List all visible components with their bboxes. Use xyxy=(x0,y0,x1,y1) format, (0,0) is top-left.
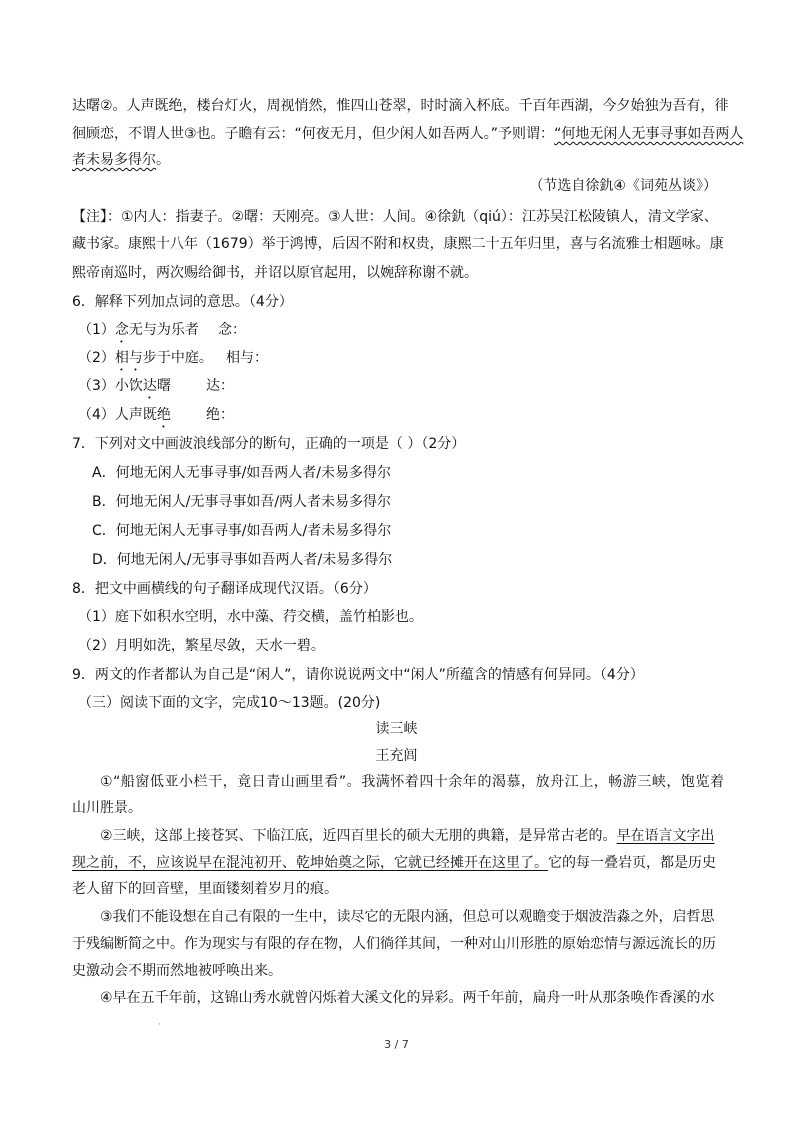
para-3-line-1: ③我们不能设想在自己有限的一生中，读尽它的无限内涵，但总可以观瞻变于烟波浩淼之外，启哲思 xyxy=(100,909,715,925)
underlined-text: 现之前，不，应该说早在混沌初开、乾坤始奠之际，它就已经摊开在这里了。 xyxy=(72,855,548,871)
dotted-word: 绝 xyxy=(156,407,171,423)
notes-line-3: 熙帝南巡时，两次赐给御书，并诏以原官起用，以婉辞称谢不就。 xyxy=(72,265,478,281)
para-2-line-3: 老人留下的回音壁，里面镂刻着岁月的痕。 xyxy=(72,881,338,897)
item-prefix: （3）小饮 xyxy=(78,378,143,394)
passage-text: 达曙②。人声既绝，楼台灯火，周视悄然，惟四山苍翠，时时滴入杯底。千百年西湖，今夕始独为吾有，徘 xyxy=(72,98,729,114)
para-text: ②三峡，这部上接苍冥、下临江底，近四百里长的硕大无朋的典籍，是异常古老的。 xyxy=(100,828,617,844)
underlined-text: 早在语言文字出 xyxy=(616,828,715,844)
para-1-line-1: ①“船窗低亚小栏干，竟日青山画里看”。我满怀着四十余年的渴慕，放舟江上，畅游三峡，饱览着 xyxy=(100,774,724,790)
page-number: 3 / 7 xyxy=(384,1038,409,1051)
para-text: 它的每一叠岩页，都是历史 xyxy=(548,855,716,871)
wavy-underlined-text: 者未易多得尔 xyxy=(72,152,156,168)
passage-source: （节选自徐釚④《词苑丛谈》） xyxy=(529,178,717,194)
q8-item-1: （1）庭下如积水空明，水中藻、荇交横，盖竹柏影也。 xyxy=(78,609,423,625)
answer-label: 绝： xyxy=(206,407,234,423)
stray-mark: · xyxy=(158,1020,161,1030)
q8-stem: 8．把文中画横线的句子翻译成现代汉语。（6分） xyxy=(72,581,377,597)
answer-label: 相与： xyxy=(226,350,268,366)
dotted-word: 达 xyxy=(142,378,157,394)
item-text: 步于中庭。 xyxy=(142,350,213,366)
q6-item-3 xyxy=(78,376,730,402)
wavy-underlined-text: “何地无闲人无事寻事如吾两人 xyxy=(554,126,744,142)
item-prefix: （4）人声既 xyxy=(78,407,157,423)
answer-label: 达： xyxy=(206,378,234,394)
q6-item-1 xyxy=(78,320,730,346)
dotted-word: 念 xyxy=(114,322,129,338)
q7-option-a: A．何地无闲人无事寻事/如吾两人者/未易多得尔 xyxy=(92,465,392,481)
para-1-line-2: 山川胜景。 xyxy=(72,800,142,816)
para-2-line-1 xyxy=(100,826,752,846)
para-2-line-2 xyxy=(72,853,724,873)
q7-option-c: C．何地无闲人无事寻事/如吾两人/者未易多得尔 xyxy=(92,523,392,539)
notes-line-2: 藏书家。康熙十八年（1679）举于鸿博，后因不附和权贵，康熙二十五年归里，喜与名流雅士相题咏。康 xyxy=(72,236,724,252)
q6-item-4 xyxy=(78,405,730,431)
passage-text: 。 xyxy=(156,152,170,168)
passage-line-1 xyxy=(72,96,729,116)
passage-line-3 xyxy=(72,150,724,170)
q7-stem: 7．下列对文中画波浪线部分的断句，正确的一项是（ ）（2分） xyxy=(72,436,466,452)
para-3-line-2: 于残编断简之中。作为现实与有限的存在物，人们徜徉其间，一种对山川形胜的原始恋情与源远流长的历 xyxy=(72,936,716,952)
item-prefix: （2） xyxy=(78,350,115,366)
item-prefix: （1） xyxy=(78,322,115,338)
passage-text: 徊顾恋，不谓人世③也。子瞻有云：“何夜无月，但少闲人如吾两人。”予则谓： xyxy=(72,126,555,142)
notes-line-1: 【注】：①内人：指妻子。②曙：天刚亮。③人世：人间。④徐釚（qiú）：江苏吴江松陵镇人，清文学家、 xyxy=(72,209,718,225)
q9-stem: 9．两文的作者都认为自己是“闲人”，请你说说两文中“闲人”所蕴含的情感有何异同。（4分） xyxy=(72,667,644,683)
dotted-word: 相与 xyxy=(114,350,143,366)
section3-heading: （三）阅读下面的文字，完成10～13题。(20分) xyxy=(78,695,381,711)
item-text: 无与为乐者 xyxy=(128,322,199,338)
q6-item-2 xyxy=(78,348,730,374)
answer-label: 念： xyxy=(218,322,246,338)
article-title: 读三峡 xyxy=(375,721,418,737)
para-4-line-1: ④早在五千年前，这锦山秀水就曾闪烁着大溪文化的异彩。两千年前，扁舟一叶从那条唤作香溪的水 xyxy=(100,990,715,1006)
q6-stem: 6．解释下列加点词的意思。（4分） xyxy=(72,294,293,310)
article-author: 王充闾 xyxy=(375,748,418,764)
q7-option-d: D．何地无闲人/无事寻事如吾两人者/未易多得尔 xyxy=(92,552,393,568)
item-text: 曙 xyxy=(156,378,171,394)
passage-line-2 xyxy=(72,124,744,144)
q7-option-b: B．何地无闲人/无事寻事如吾/两人者未易多得尔 xyxy=(92,494,392,510)
para-3-line-3: 史激动会不期而然地被呼唤出来。 xyxy=(72,963,282,979)
q8-item-2: （2）月明如洗，繁星尽敛，天水一碧。 xyxy=(78,638,325,654)
